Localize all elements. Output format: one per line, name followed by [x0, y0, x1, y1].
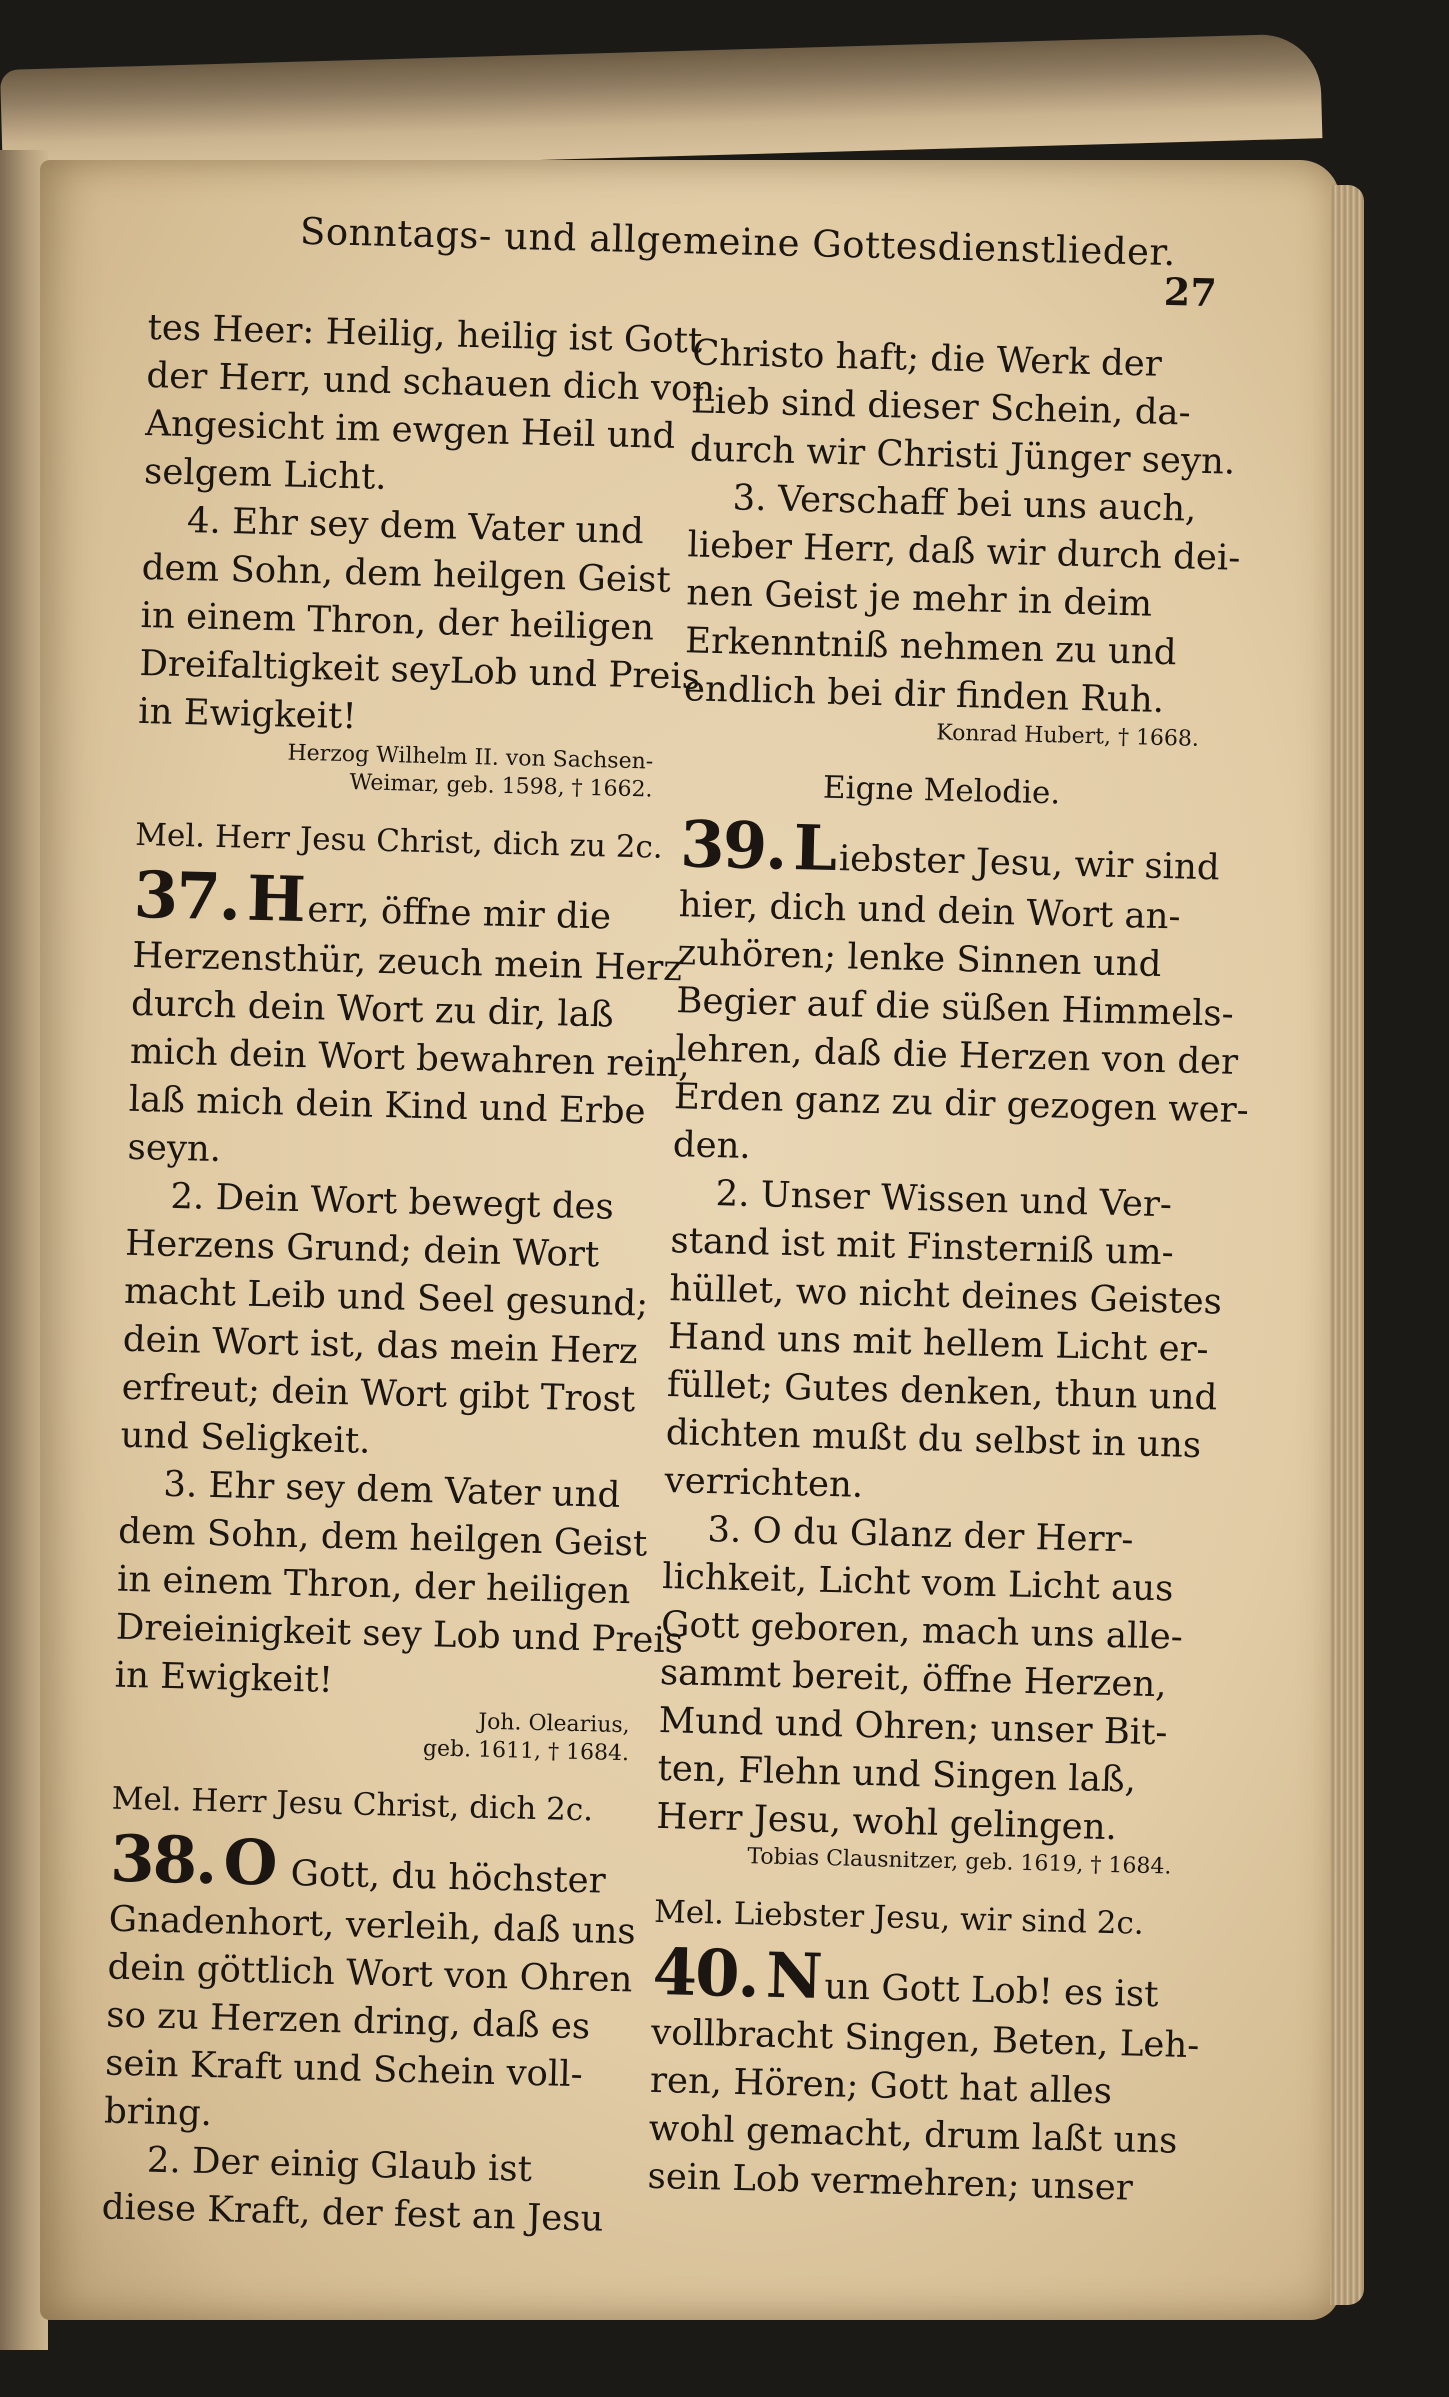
author-attribution: Tobias Clausnitzer, geb. 1619, † 1684.	[747, 1844, 1172, 1880]
author-attribution: geb. 1611, † 1684.	[422, 1736, 630, 1767]
verse-line: ren, Hören; Gott hat alles	[649, 2059, 1113, 2113]
verse-line: nen Geist je mehr in deim	[685, 572, 1153, 625]
hymn-number: 39.	[679, 807, 787, 885]
verse-line: und Seligkeit.	[120, 1414, 371, 1462]
text-line: tes Heer: Heilig, heilig ist Gott	[147, 307, 703, 362]
hymn-39-first-line	[679, 807, 1221, 894]
verse-line: Begier auf die süßen Himmels-	[675, 980, 1235, 1035]
hymn-37-first-line	[132, 857, 655, 945]
text-line: Christo haft; die Werk der	[691, 332, 1163, 385]
verse-line: durch dein Wort zu dir, laß	[130, 982, 615, 1036]
drop-initial: O	[222, 1825, 279, 1900]
drop-initial: H	[246, 861, 307, 937]
verse-line: hier, dich und dein Wort an-	[678, 884, 1182, 938]
verse-line: 2. Unser Wissen und Ver-	[715, 1173, 1173, 1226]
verse-line: 3. O du Glanz der Herr-	[706, 1509, 1134, 1561]
text-line: durch wir Christi Jünger seyn.	[689, 428, 1236, 483]
first-line-text: err, öffne mir die	[306, 889, 612, 938]
verse-line: Dreifaltigkeit seyLob und Preis	[138, 642, 701, 698]
verse-line: Dreieinigkeit sey Lob und Preis	[115, 1606, 684, 1662]
verse-line: seyn.	[127, 1126, 222, 1171]
melody-note: Eigne Melodie.	[822, 769, 1061, 812]
verse-line: so zu Herzen dring, daß es	[105, 1994, 591, 2048]
verse-line: verrichten.	[664, 1460, 864, 1506]
verse-line: erfreut; dein Wort gibt Trost	[121, 1366, 636, 1421]
drop-initial: N	[765, 1938, 824, 2014]
verse-line: wohl gemacht, drum laßt uns	[648, 2107, 1178, 2162]
first-line-text: iebster Jesu, wir sind	[838, 838, 1221, 889]
first-line-text: Gott, du höchster	[290, 1853, 607, 1902]
hymn-40-first-line	[651, 1934, 1174, 2022]
verse-line: dem Sohn, dem heilgen Geist	[141, 546, 672, 601]
verse-line: diese Kraft, der fest an Jesu	[101, 2186, 604, 2240]
author-attribution: Herzog Wilhelm II. von Sachsen-	[287, 740, 654, 775]
verse-line: Erden ganz zu dir gezogen wer-	[673, 1076, 1250, 1132]
hymn-number: 38.	[109, 1821, 217, 1900]
verse-line: den.	[672, 1124, 752, 1168]
verse-line: Mund und Ohren; unser Bit-	[658, 1699, 1168, 1754]
verse-line: ten, Flehn und Singen laß,	[657, 1747, 1137, 1801]
verse-line: lichkeit, Licht vom Licht aus	[661, 1555, 1174, 1610]
verse-line: bring.	[103, 2090, 213, 2135]
page-number: 27	[1163, 268, 1218, 316]
verse-line: 3. Verschaff bei uns auch,	[732, 477, 1197, 530]
verse-line: dein göttlich Wort von Ohren	[107, 1946, 633, 2001]
first-line-text: un Gott Lob! es ist	[823, 1966, 1159, 2016]
right-column	[647, 329, 1250, 2213]
verse-line: Gott geboren, mach uns alle-	[660, 1603, 1184, 1658]
verse-line: Herr Jesu, wohl gelingen.	[655, 1795, 1118, 1849]
hymn-number: 37.	[132, 857, 241, 936]
verse-line: vollbracht Singen, Beten, Leh-	[650, 2011, 1200, 2067]
drop-initial: L	[792, 810, 838, 886]
verse-line: in Ewigkeit!	[114, 1654, 334, 1701]
running-header: Sonntags- und allgemeine Gottesdienstlieder.	[299, 209, 1177, 275]
verse-line: sein Kraft und Schein voll-	[104, 2042, 584, 2096]
verse-line: zuhören; lenke Sinnen und	[677, 932, 1162, 985]
verse-line: 4. Ehr sey dem Vater und	[186, 500, 645, 553]
hymn-38-first-line	[109, 1821, 631, 1909]
melody-note: Mel. Herr Jesu Christ, dich 2c.	[111, 1780, 594, 1829]
verse-line: lehren, daß die Herzen von der	[674, 1028, 1239, 1083]
text-line: Lieb sind dieser Schein, da-	[690, 380, 1192, 434]
verse-line: mich dein Wort bewahren rein,	[129, 1030, 691, 1086]
verse-line: sammt bereit, öffne Herzen,	[659, 1651, 1168, 1706]
author-attribution: Weimar, geb. 1598, † 1662.	[349, 770, 653, 803]
author-attribution: Joh. Olearius,	[477, 1709, 630, 1739]
verse-line: Gnadenhort, verleih, daß uns	[108, 1898, 637, 1953]
verse-line: Herzens Grund; dein Wort	[124, 1222, 600, 1276]
text-line: Angesicht im ewgen Heil und	[144, 403, 676, 457]
verse-line: lieber Herr, daß wir durch dei-	[687, 524, 1241, 579]
verse-line: stand ist mit Finsterniß um-	[670, 1220, 1175, 1274]
verse-line: Hand uns mit hellem Licht er-	[667, 1316, 1210, 1371]
hymn-number: 40.	[651, 1934, 759, 2013]
melody-note: Mel. Liebster Jesu, wir sind 2c.	[653, 1893, 1145, 1942]
verse-line: dem Sohn, dem heilgen Geist	[117, 1510, 648, 1565]
verse-line: 2. Dein Wort bewegt des	[169, 1175, 615, 1228]
verse-line: in einem Thron, der heiligen	[140, 594, 655, 649]
verse-line: Erkenntniß nehmen zu und	[684, 620, 1178, 674]
verse-line: in einem Thron, der heiligen	[116, 1558, 631, 1613]
verse-line: macht Leib und Seel gesund;	[123, 1270, 649, 1325]
verse-line: endlich bei dir finden Ruh.	[683, 668, 1165, 721]
melody-note: Mel. Herr Jesu Christ, dich zu 2c.	[134, 816, 664, 866]
verse-line: Herzensthür, zeuch mein Herz	[131, 934, 683, 990]
verse-line: dichten mußt du selbst in uns	[665, 1412, 1202, 1467]
verse-line: 2. Der einig Glaub ist	[146, 2139, 533, 2190]
author-attribution: Konrad Hubert, † 1668.	[935, 720, 1200, 752]
verse-line: in Ewigkeit!	[137, 690, 358, 738]
text-line: selgem Licht.	[143, 451, 388, 498]
verse-line: sein Lob vermehren; unser	[647, 2155, 1134, 2209]
verse-line: laß mich dein Kind und Erbe	[128, 1078, 647, 1133]
verse-line: füllet; Gutes denken, thun und	[666, 1364, 1218, 1419]
verse-line: 3. Ehr sey dem Vater und	[162, 1463, 621, 1516]
text-line: der Herr, und schauen dich von	[146, 355, 716, 410]
verse-line: hüllet, wo nicht deines Geistes	[668, 1268, 1223, 1323]
verse-line: dein Wort ist, das mein Herz	[122, 1318, 639, 1373]
